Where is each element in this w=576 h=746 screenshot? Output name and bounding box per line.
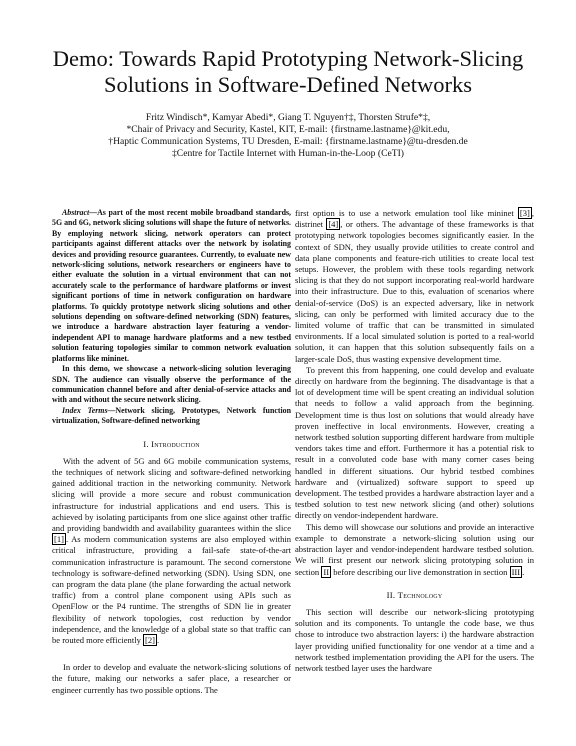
abstract-label: Abstract [62, 208, 90, 217]
abstract-paragraph-2: In this demo, we showcase a network-slicing solution leveraging SDN. The audience can visually observe the performance of the communication channel before and after denial-of-service attacks and with and without the secure network slicing. [52, 364, 291, 405]
citation-link[interactable]: [4] [328, 219, 339, 230]
paper-title [30, 46, 546, 98]
index-terms-label: Index Terms [62, 405, 108, 415]
author-block [30, 112, 546, 160]
left-column [52, 208, 291, 696]
intro-paragraph-1: With the advent of 5G and 6G mobile communication systems, the techniques of network slicing and software-defined networking gained additional traction in the networking community. Network slicing will provide a more secure and robust communication infrastructure for industrial applications and end users. This is achieved by isolating participants from one slice against other traffic and providing bandwidth and availability guarantees within the slice [1] . As modern communication systems are also employed within critical infrastructure, providing a fail-safe state-of-the-art communication infrastructure is paramount. The second cornerstone technology is software-defined networking (SDN). Using SDN, one can program the data plane (the plane forwarding the actual network traffic) from a control plane component using APIs such as OpenFlow or the P4 runtime. The strengths of SDN lie in greater flexibility of network topologies, cost reduction by vendor independence, and the knowledge of a global state so that traffic can be routed more efficiently [2] . [52, 455, 291, 645]
author-names: Fritz Windisch*, Kamyar Abedi*, Giang T. Nguyen†‡, Thorsten Strufe*‡, [145, 112, 431, 123]
abstract-paragraph-1: Abstract—As part of the most recent mobile broadband standards, 5G and 6G, network slicing solutions will shape the future of networks. By employing network slicing, network operators can protect participants against different attacks over the network by isolating devices and providing resource guarantees. Currently, to evaluate new network-slicing solutions, network researchers or engineers have to either evaluate the solution in a virtual environment that can not accurately scale to the performance of hardware platforms or invest significant portions of time in network configuration on hardware platforms. To quickly prototype network slicing solutions and other solutions depending on software-defined networking (SDN) features, we introduce a hardware abstraction layer featuring a vendor-independent API to manage hardware platforms and a new testbed solution featuring topologies similar to common network evaluation platforms like mininet. [52, 208, 291, 363]
section-heading-technology: II. Technology [386, 589, 443, 600]
affiliation-1: *Chair of Privacy and Security, Kastel, KIT, E-mail: {firstname.lastname}@kit.edu, [126, 124, 450, 135]
intro-paragraph-3: To prevent this from happening, one could develop and evaluate directly on hardware from the beginning. The disadvantage is that a lot of development time will be spent creating an individual solution that needs to follow a valid approach from the beginning. Development time is thus lost on solutions that would already have proven ineffective in local environments. However, creating a network testbed solution supporting different hardware from multiple vendors takes time and effort. Furthermore it has a potential risk to result in a convoluted code base with many corner cases being handled in different situations. Our hybrid testbed combines hardware and (virtualized) software support to speed up development. The testbed provides a hardware abstraction layer and a testbed solution to test new network slicing (and other) solutions directly on vendor-independent hardware. [295, 364, 534, 521]
section-link[interactable]: III [511, 566, 521, 577]
intro-paragraph-2-cont: first option is to use a network emulation tool like mininet [3] , distrinet [4] , or others. The advantage of these frameworks is that prototyping network topologies becomes significantly easier. In the context of SDN, they usually provide utilities to create control and data plane components and feature-rich utilities to create local test setups. However, the problem with these tools regarding network slicing is that they do not support incorporating real-world hardware into their infrastructure. Due to this, evaluation of scenarios where denial-of-service (DoS) is an expected adversary, like in network slicing, can only be performed with limited accuracy due to the limited volume of traffic that can be transmitted in simulated environments. If a local simulated solution is ported to a real-world solution, it can happen that this solution subsequently fails on a larger-scale DoS, thus wasting expensive development time. [295, 208, 534, 364]
citation-link[interactable]: [2] [144, 634, 155, 645]
affiliation-2: †Haptic Communication Systems, TU Dresden, E-mail: {firstname.lastname}@tu-dresden.de [108, 136, 468, 147]
right-column [295, 208, 534, 674]
index-terms: Index Terms—Network slicing, Prototypes, Network function virtualization, Software-defined networking [52, 405, 291, 426]
citation-link[interactable]: [1] [54, 534, 64, 545]
title-line-1: Demo: Towards Rapid Prototyping Network-Slicing [52, 46, 524, 71]
abstract [52, 208, 291, 427]
intro-paragraph-4: This demo will showcase our solutions and provide an interactive example to demonstrate a network-slicing solution using our abstraction layer and vendor-independent hardware testbed solution. We will first present our network slicing prototyping solution in section II before describing our live demonstration in section III . [295, 521, 534, 577]
title-line-2: Solutions in Software-Defined Networks [103, 72, 473, 97]
section-heading-introduction: I. Introduction [143, 438, 200, 449]
technology-paragraph-1: This section will describe our network-slicing prototyping solution and its components. To untangle the code base, we thus chose to introduce two abstraction layers: i) the hardware abstraction layer providing unified functionality for one vendor at a time and a network testbed implementation providing the API for the users. The network testbed layer uses the hardware [295, 606, 534, 673]
intro-paragraph-2: In order to develop and evaluate the network-slicing solutions of the future, making our networks a safer place, a researcher or engineer currently has two possible options. The [52, 662, 291, 695]
citation-link[interactable]: [3] [519, 208, 530, 218]
affiliation-3: ‡Centre for Tactile Internet with Human-in-the-Loop (CeTI) [172, 148, 404, 159]
section-link[interactable]: II [323, 566, 330, 577]
